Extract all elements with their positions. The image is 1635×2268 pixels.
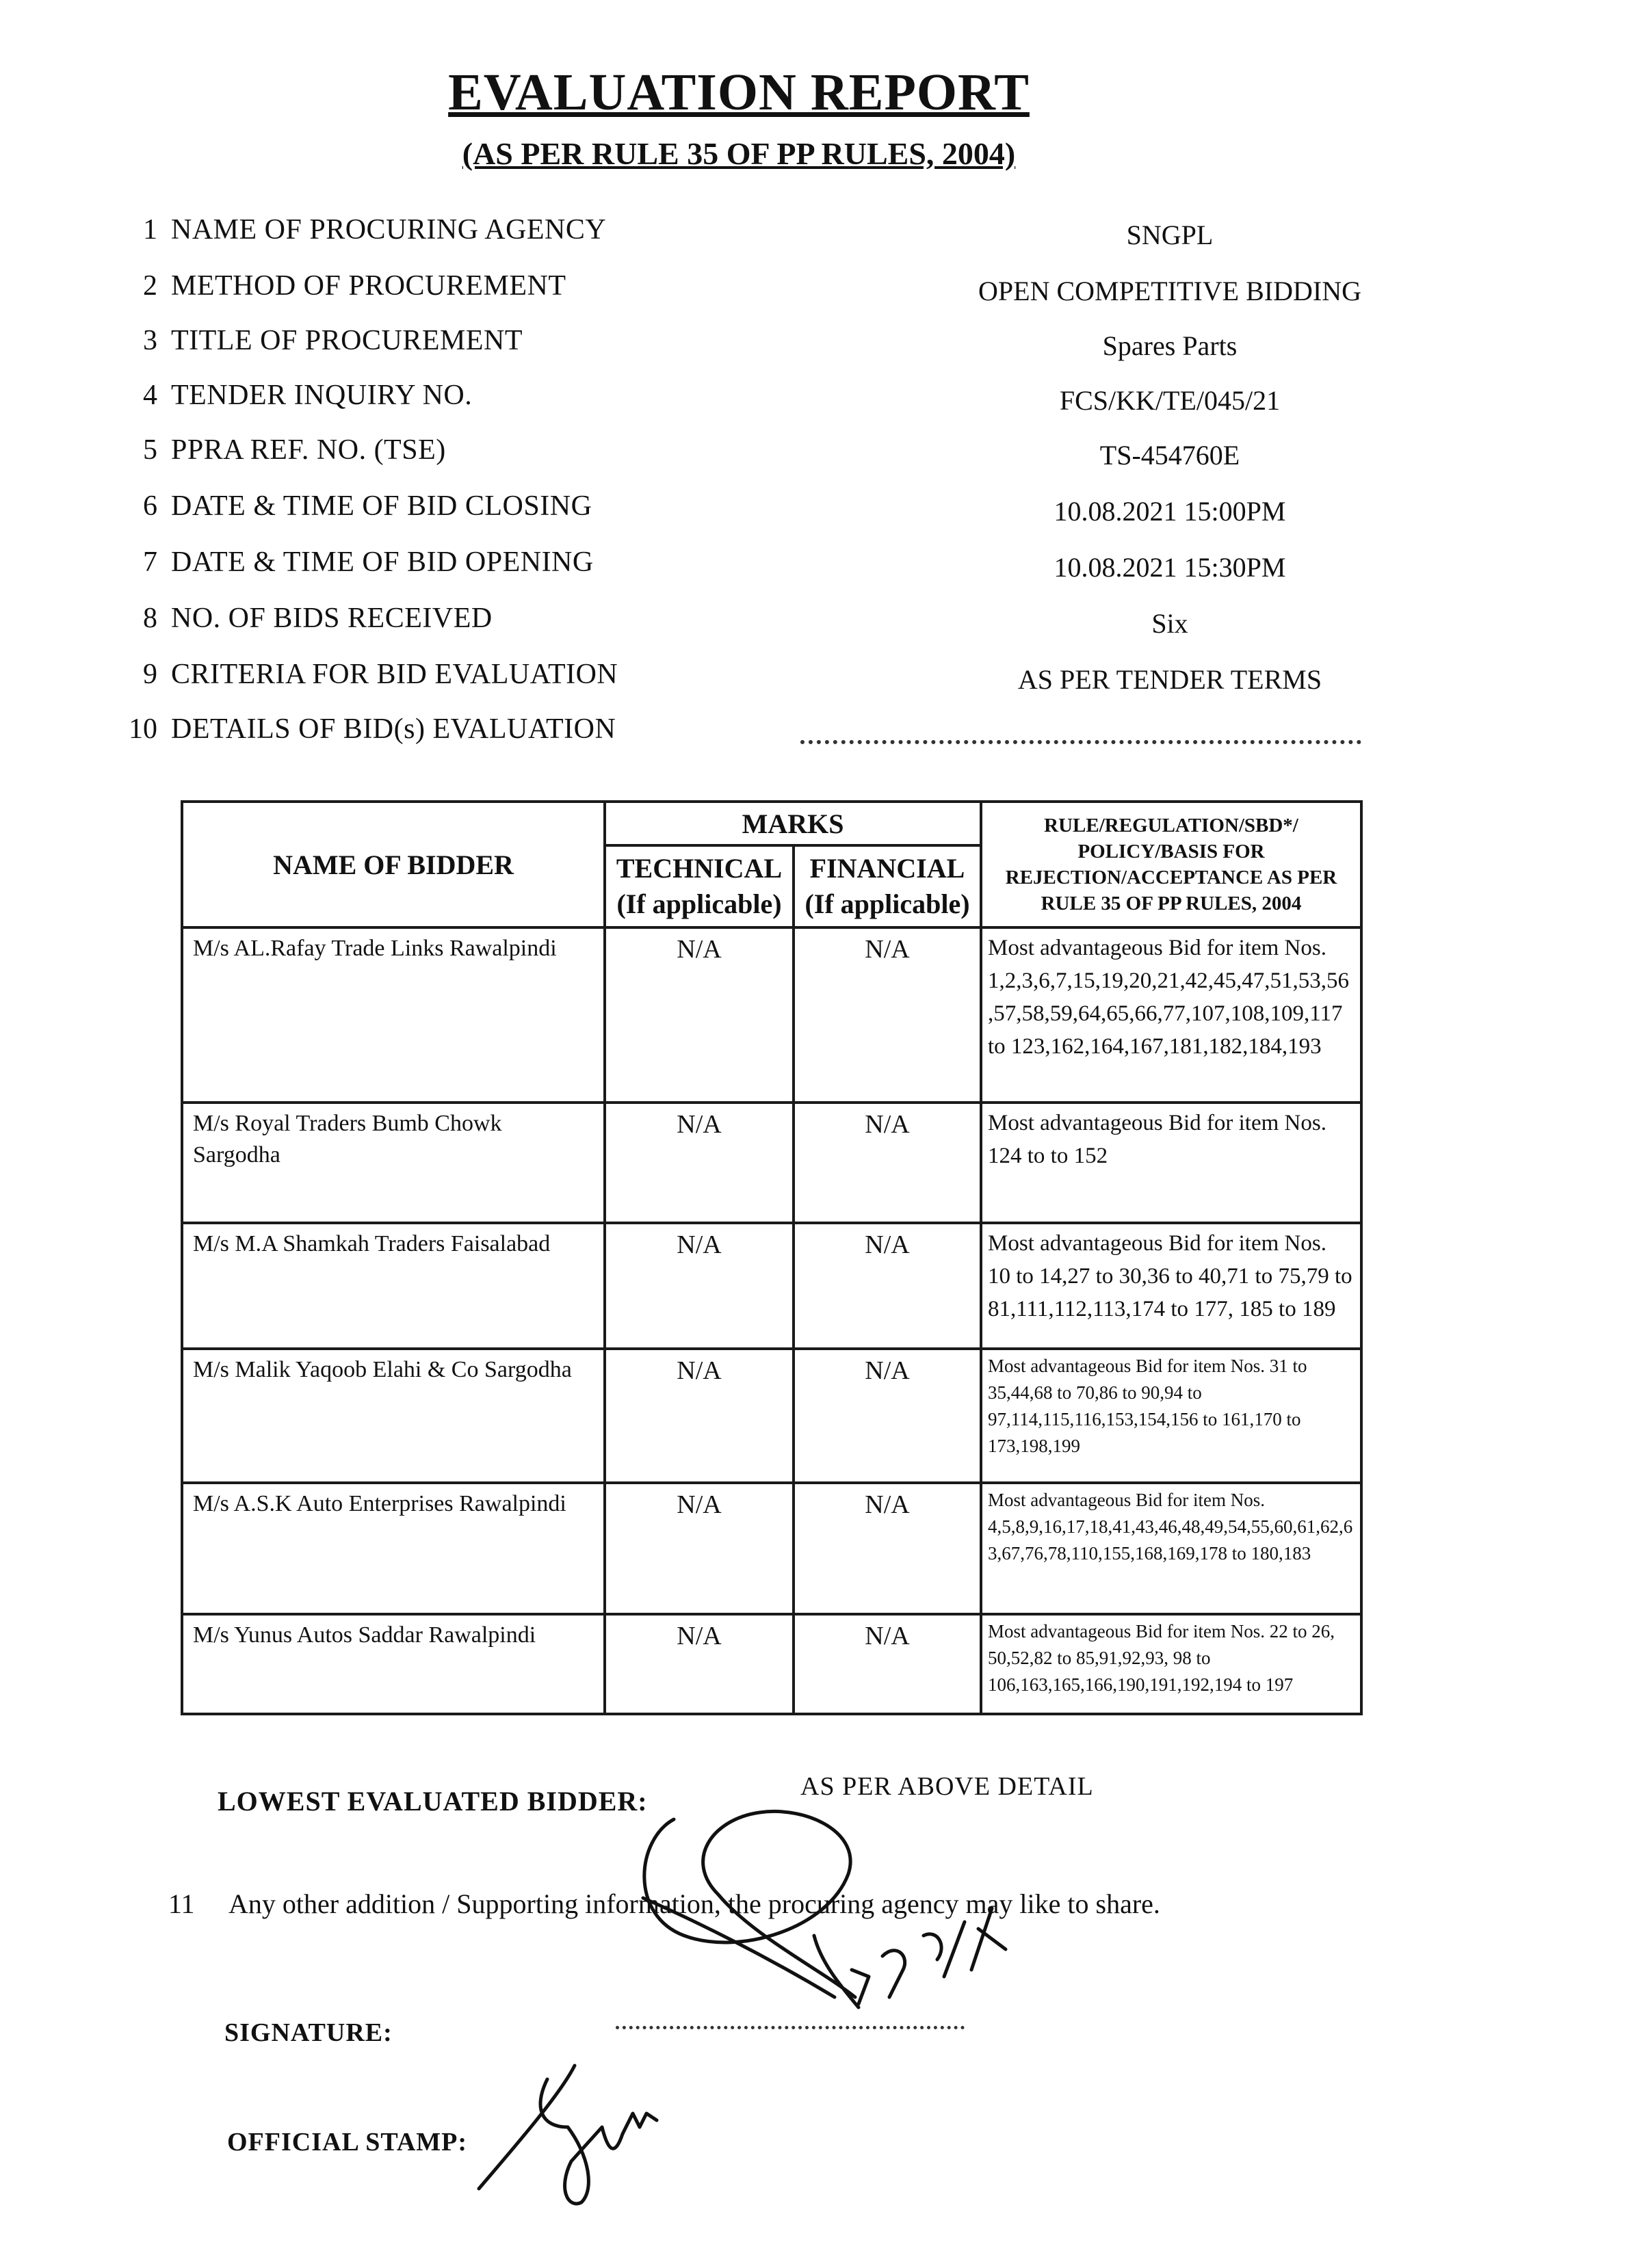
signature-scrawl [643, 1811, 859, 2007]
field-label: DATE & TIME OF BID CLOSING [171, 490, 592, 522]
header-financial-label: FINANCIAL [809, 853, 965, 884]
field-number: 8 [143, 603, 157, 634]
evaluation-basis: Most advantageous Bid for item Nos. 4,5,8,9,16,17,18,41,43,46,48,49,54,55,60,61,62,63,67,76,78,110,155,168,169,178 to 180,183 [981, 1483, 1361, 1614]
lowest-bidder-label: LOWEST EVALUATED BIDDER: [218, 1786, 648, 1817]
field-label: NO. OF BIDS RECEIVED [171, 603, 493, 634]
field-number: 3 [143, 325, 157, 356]
field-label: PPRA REF. NO. (TSE) [171, 434, 446, 466]
field-number: 9 [143, 659, 157, 690]
header-marks: MARKS [605, 802, 981, 845]
report-title: EVALUATION REPORT [448, 64, 1030, 121]
header-financial-note: (If applicable) [805, 888, 970, 919]
stamp-initials [479, 2066, 657, 2204]
field-label: DETAILS OF BID(s) EVALUATION [171, 713, 616, 745]
financial-mark: N/A [794, 1103, 981, 1223]
technical-mark: N/A [605, 1349, 794, 1483]
header-technical-label: TECHNICAL [616, 853, 783, 884]
financial-mark: N/A [794, 1483, 981, 1614]
financial-mark: N/A [794, 927, 981, 1103]
field-label: TENDER INQUIRY NO. [171, 380, 473, 411]
field-label: NAME OF PROCURING AGENCY [171, 214, 607, 246]
header-rule-basis: RULE/REGULATION/SBD*/ POLICY/BASIS FOR REJECTION/ACCEPTANCE AS PER RULE 35 OF PP RULES, 2004 [981, 802, 1361, 927]
field-value: FCS/KK/TE/045/21 [1059, 385, 1281, 416]
item-number: 11 [168, 1888, 195, 1919]
technical-mark: N/A [605, 1103, 794, 1223]
evaluation-basis: Most advantageous Bid for item Nos. 22 to 26, 50,52,82 to 85,91,92,93, 98 to 106,163,165,166,190,191,192,194 to 197 [981, 1614, 1361, 1714]
evaluation-basis: Most advantageous Bid for item Nos. 31 to 35,44,68 to 70,86 to 90,94 to 97,114,115,116,153,154,156 to 161,170 to 173,198,199 [981, 1349, 1361, 1483]
report-subtitle: (AS PER RULE 35 OF PP RULES, 2004) [462, 136, 1016, 171]
financial-mark: N/A [794, 1614, 981, 1714]
field-label: CRITERIA FOR BID EVALUATION [171, 659, 618, 690]
field-value: AS PER TENDER TERMS [1017, 664, 1322, 695]
field-label: DATE & TIME OF BID OPENING [171, 546, 594, 578]
financial-mark: N/A [794, 1349, 981, 1483]
field-value: TS-454760E [1099, 440, 1240, 471]
field-number: 7 [143, 546, 157, 578]
bidder-name: M/s A.S.K Auto Enterprises Rawalpindi [182, 1483, 605, 1614]
technical-mark: N/A [605, 1614, 794, 1714]
field-number: 4 [143, 380, 157, 411]
field-number: 1 [143, 214, 157, 246]
field-label: METHOD OF PROCUREMENT [171, 270, 566, 302]
field-value: SNGPL [1126, 220, 1214, 250]
signature-date [852, 1908, 1006, 2004]
field-value: OPEN COMPETITIVE BIDDING [978, 276, 1361, 306]
bidder-name: M/s Royal Traders Bumb Chowk Sargodha [182, 1103, 605, 1223]
technical-mark: N/A [605, 1483, 794, 1614]
field-number: 5 [143, 434, 157, 466]
bidder-name: M/s Yunus Autos Saddar Rawalpindi [182, 1614, 605, 1714]
field-value: 10.08.2021 15:00PM [1054, 496, 1286, 527]
technical-mark: N/A [605, 1223, 794, 1349]
field-number: 2 [143, 270, 157, 302]
field-label: TITLE OF PROCUREMENT [171, 325, 523, 356]
field-value: Six [1151, 608, 1188, 639]
signature-label: SIGNATURE: [224, 2018, 393, 2047]
additional-info-text: Any other addition / Supporting information, the procuring agency may like to share. [228, 1888, 1160, 1919]
evaluation-basis: Most advantageous Bid for item Nos. 1,2,3,6,7,15,19,20,21,42,45,47,51,53,56,57,58,59,64,65,66,77,107,108,109,117 to 123,162,164,167,181,182,184,193 [981, 927, 1361, 1103]
bidder-name: M/s M.A Shamkah Traders Faisalabad [182, 1223, 605, 1349]
bidder-name: M/s AL.Rafay Trade Links Rawalpindi [182, 927, 605, 1103]
official-stamp-label: OFFICIAL STAMP: [227, 2128, 468, 2157]
header-technical-note: (If applicable) [616, 888, 782, 919]
field-number: 6 [143, 490, 157, 522]
technical-mark: N/A [605, 927, 794, 1103]
evaluation-basis: Most advantageous Bid for item Nos. 124 to to 152 [981, 1103, 1361, 1223]
financial-mark: N/A [794, 1223, 981, 1349]
field-number: 10 [129, 713, 157, 745]
lowest-bidder-value: AS PER ABOVE DETAIL [800, 1772, 1094, 1801]
header-name-of-bidder: NAME OF BIDDER [182, 802, 605, 927]
field-value: Spares Parts [1102, 330, 1238, 361]
bidder-name: M/s Malik Yaqoob Elahi & Co Sargodha [182, 1349, 605, 1483]
evaluation-basis: Most advantageous Bid for item Nos. 10 to 14,27 to 30,36 to 40,71 to 75,79 to 81,111,112,113,174 to 177, 185 to 189 [981, 1223, 1361, 1349]
field-value: 10.08.2021 15:30PM [1054, 552, 1286, 583]
